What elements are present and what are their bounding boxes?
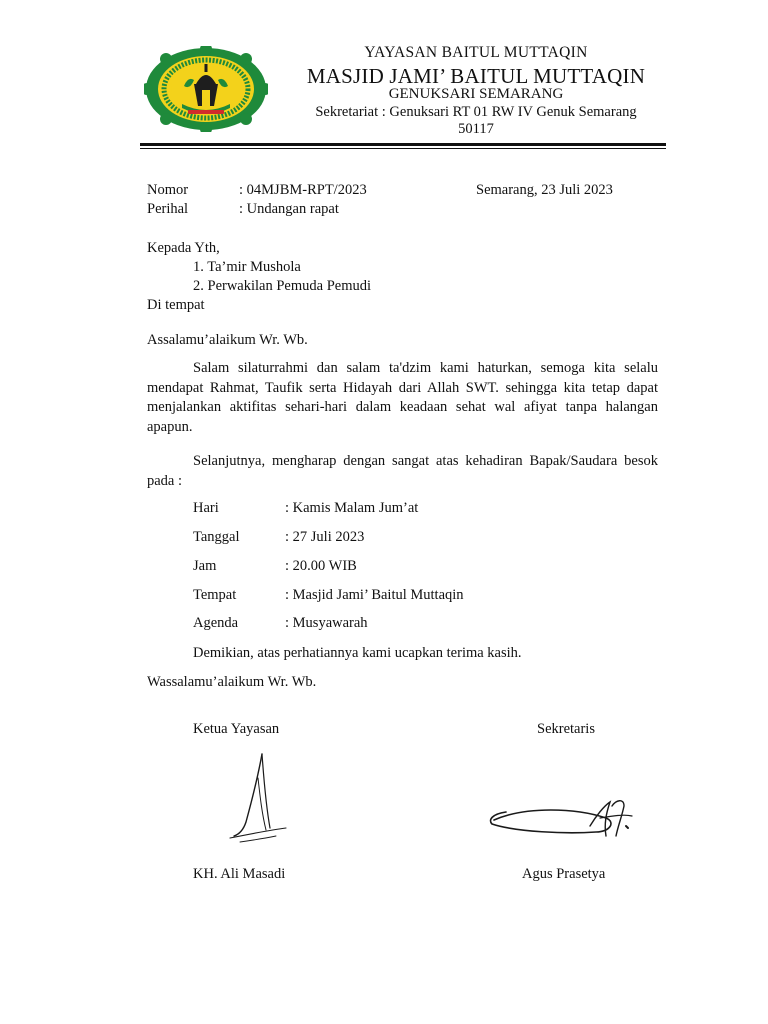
schedule-value: : 27 Juli 2023 bbox=[285, 529, 365, 545]
body-paragraph-1-text: Salam silaturrahmi dan salam ta'dzim kami haturkan, semoga kita selalu mendapat Rahmat, Taufik serta Hidayah dari Allah SWT. sehingga kita tetap dapat menjalankan aktifitas sehari-hari dalam keadaan sehat wal afiyat tanpa halangan apapun. bbox=[147, 360, 658, 435]
schedule-label: Agenda bbox=[193, 615, 239, 631]
perihal-label: Perihal bbox=[147, 201, 189, 217]
postal-code: 50117 bbox=[458, 121, 494, 137]
nomor-label: Nomor bbox=[147, 182, 189, 198]
header-divider-thin bbox=[140, 148, 666, 149]
signer-name-secretary: Agus Prasetya bbox=[522, 866, 606, 882]
place-date: Semarang, 23 Juli 2023 bbox=[476, 182, 613, 198]
schedule-label: Tanggal bbox=[193, 529, 240, 545]
closing-thanks: Demikian, atas perhatiannya kami ucapkan terima kasih. bbox=[193, 645, 522, 661]
signer-name-chairman: KH. Ali Masadi bbox=[193, 866, 286, 882]
recipient-greeting: Kepada Yth, bbox=[147, 240, 220, 256]
schedule-value: : Masjid Jami’ Baitul Muttaqin bbox=[285, 587, 464, 603]
organization-name: YAYASAN BAITUL MUTTAQIN bbox=[364, 44, 588, 61]
signature-icon bbox=[486, 796, 638, 850]
schedule-value: : 20.00 WIB bbox=[285, 558, 357, 574]
signature-icon bbox=[200, 748, 312, 848]
body-paragraph-2 bbox=[147, 452, 658, 491]
closing-salutation: Wassalamu’alaikum Wr. Wb. bbox=[147, 674, 317, 690]
recipient-location: Di tempat bbox=[147, 297, 205, 313]
district-name: GENUKSARI SEMARANG bbox=[388, 86, 564, 102]
opening-salutation: Assalamu’alaikum Wr. Wb. bbox=[147, 332, 308, 348]
body-paragraph-1 bbox=[147, 359, 658, 437]
schedule-label: Hari bbox=[193, 500, 219, 516]
body-paragraph-2-text: Selanjutnya, mengharap dengan sangat atas kehadiran Bapak/Saudara besok pada : bbox=[147, 453, 658, 489]
recipient-item: 2. Perwakilan Pemuda Pemudi bbox=[193, 278, 372, 294]
mosque-name: MASJID JAMI’ BAITUL MUTTAQIN bbox=[306, 64, 646, 88]
header-divider-thick bbox=[140, 143, 666, 146]
secretariat-address: Sekretariat : Genuksari RT 01 RW IV Genuk Semarang bbox=[315, 104, 637, 120]
signer-role-chairman: Ketua Yayasan bbox=[193, 721, 280, 737]
recipient-item: 1. Ta’mir Mushola bbox=[193, 259, 301, 275]
schedule-value: : Kamis Malam Jum’at bbox=[285, 500, 419, 516]
schedule-value: : Musyawarah bbox=[285, 615, 368, 631]
signer-role-secretary: Sekretaris bbox=[537, 721, 595, 737]
mosque-emblem-icon bbox=[144, 46, 268, 132]
nomor-value: : 04MJBM-RPT/2023 bbox=[239, 182, 367, 198]
perihal-value: : Undangan rapat bbox=[239, 201, 339, 217]
schedule-label: Jam bbox=[193, 558, 217, 574]
schedule-label: Tempat bbox=[193, 587, 237, 603]
